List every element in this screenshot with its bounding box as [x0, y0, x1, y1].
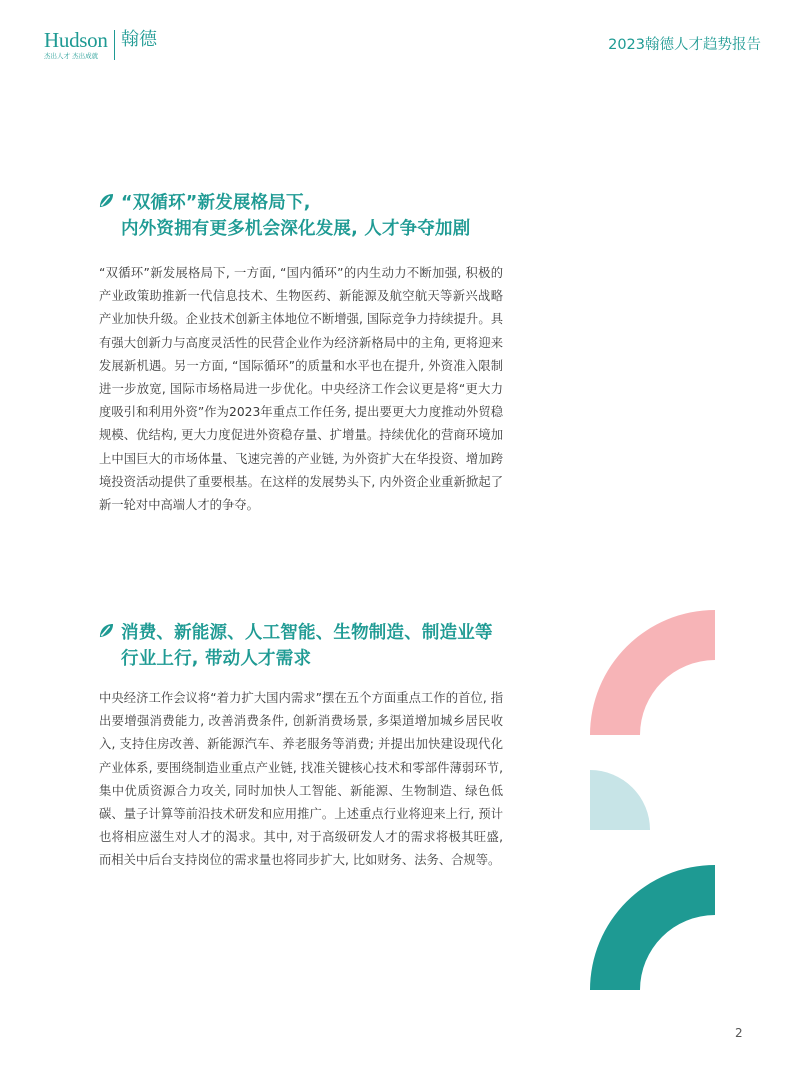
leaf-bullet-icon	[99, 623, 114, 638]
section-2-body: 中央经济工作会议将“着力扩大国内需求”摆在五个方面重点工作的首位, 指出要增强消费能力, 改善消费条件, 创新消费场景, 多渠道增加城乡居民收入, 支持住房改善、新能源汽车、养老服务等消费; 并提出加快建设现代化产业体系, 要围绕制造业重点产业链, 找准关键核心技术和零部件薄弱环节, 集中优质资源合力攻关, 同时加快人工智能、新能源、生物制造、绿色低碳、量子计算等前沿技术研发和应用推广。上述重点行业将迎来上行, 预计也将相应滋生对人才的渴求。其中, 对于高级研发人才的需求将极其旺盛, 而相关中后台支持岗位的需求量也将同步扩大, 比如财务、法务、合规等。	[99, 691, 503, 868]
hudson-logo	[44, 28, 174, 62]
report-title: 2023翰德人才趋势报告	[608, 37, 761, 53]
leaf-bullet-icon	[99, 193, 114, 208]
section-1-heading-line-2: 内外资拥有更多机会深化发展, 人才争夺加剧	[121, 219, 471, 239]
logo-slogan: 杰出人才 杰出成就	[44, 52, 99, 60]
section-1-body: “双循环”新发展格局下, 一方面, “国内循环”的内生动力不断加强, 积极的产业政策助推新一代信息技术、生物医药、新能源及航空航天等新兴战略产业加快升级。企业技术创新主体地位不断增强, 国际竞争力持续提升。具有强大创新力与高度灵活性的民营企业作为经济新格局中的主角, 更将迎来发展新机遇。另一方面, “国际循环”的质量和水平也在提升, 外资准入限制进一步放宽, 国际市场格局进一步优化。中央经济工作会议更是将“更大力度吸引和利用外资”作为2023年重点工作任务, 提出要更大力度推动外贸稳规模、优结构, 更大力度促进外资稳存量、扩增量。持续优化的营商环境加上中国巨大的市场体量、飞速完善的产业链, 为外资扩大在华投资、增加跨境投资活动提供了重要根基。在这样的发展势头下, 内外资企业重新掀起了新一轮对中高端人才的争夺。	[99, 266, 503, 513]
decorative-arcs	[590, 610, 715, 990]
logo-divider	[114, 30, 115, 60]
section-1-heading-line-1: “双循环”新发展格局下,	[121, 193, 311, 213]
light-blue-quarter-shape	[590, 770, 650, 830]
section-2-heading-line-1: 消费、新能源、人工智能、生物制造、制造业等	[121, 623, 493, 643]
section-1-heading	[99, 190, 470, 242]
pink-arc-shape	[590, 610, 715, 735]
section-2-heading-line-2: 行业上行, 带动人才需求	[121, 649, 312, 669]
logo-wordmark: Hudson	[44, 28, 108, 52]
teal-arc-shape	[590, 865, 715, 990]
section-2-heading	[99, 620, 493, 672]
logo-chinese-name: 翰德	[121, 29, 157, 50]
page-number: 2	[735, 1026, 743, 1040]
